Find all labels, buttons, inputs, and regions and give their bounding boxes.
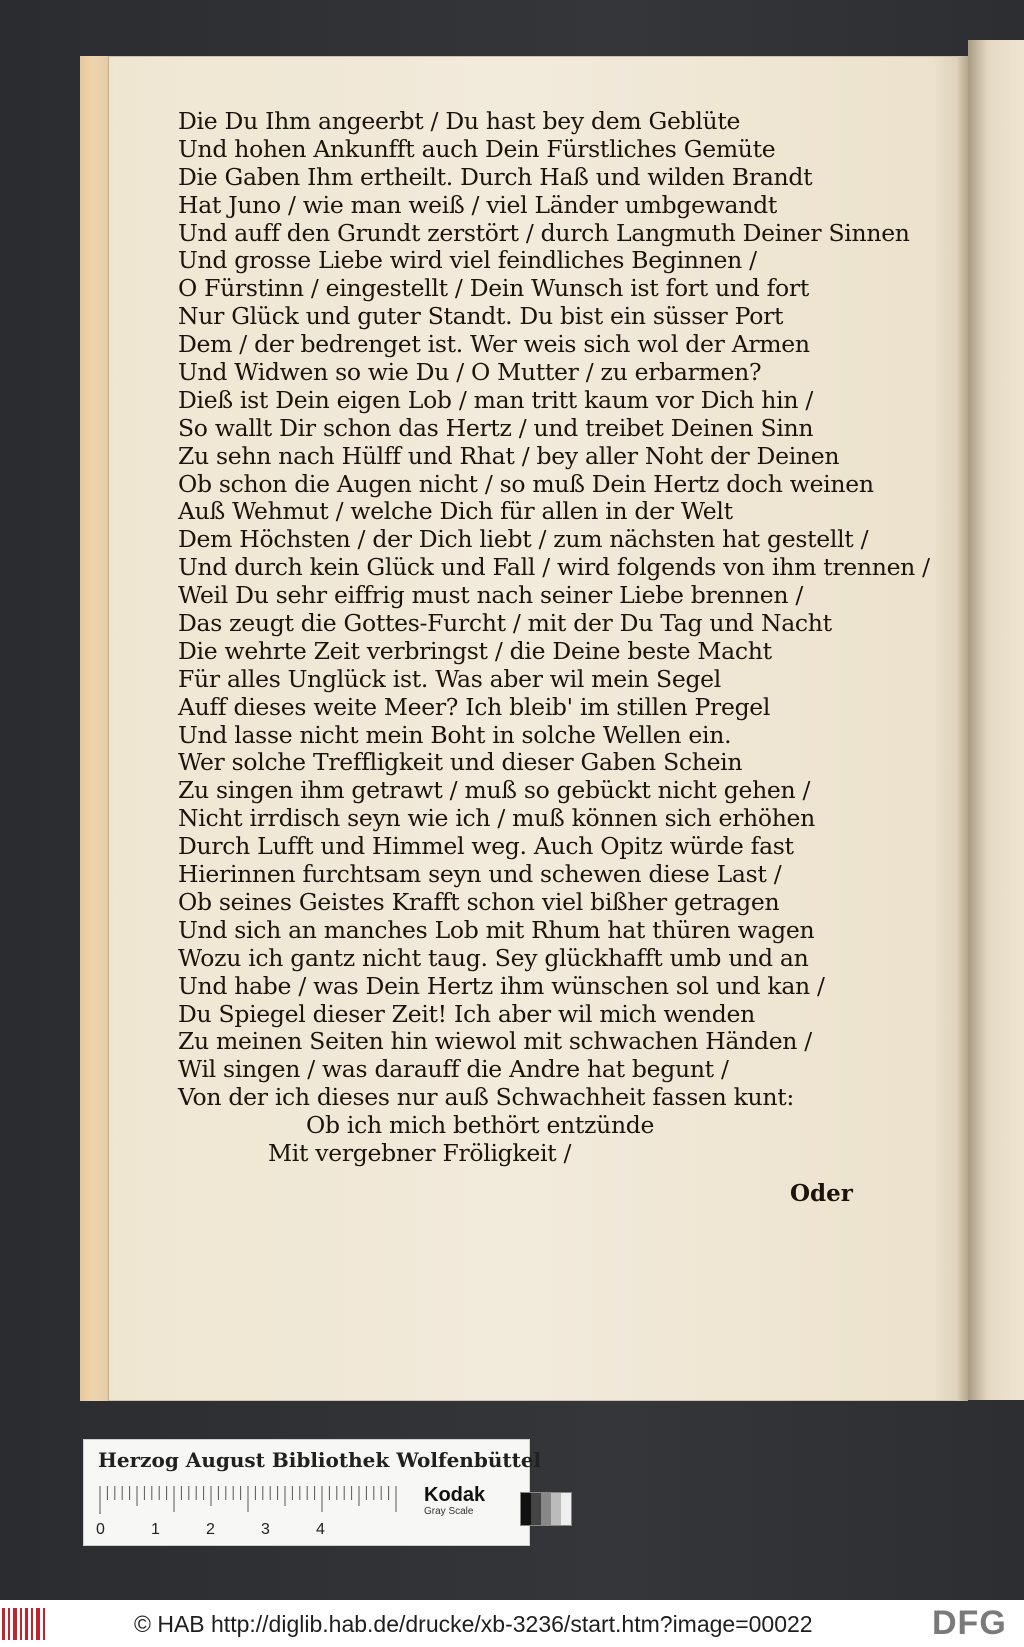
gray-swatches xyxy=(520,1492,572,1526)
text-line: Und auff den Grundt zerstört / durch Langmuth Deiner Sinnen xyxy=(178,218,910,247)
ruler-number: 3 xyxy=(261,1521,270,1538)
ruler-number: 0 xyxy=(96,1521,105,1538)
text-line: Auß Wehmut / welche Dich für allen in der Welt xyxy=(178,497,733,526)
kodak-subtitle: Gray Scale xyxy=(424,1506,474,1517)
text-line: Weil Du sehr eiffrig must nach seiner Liebe brennen / xyxy=(178,581,803,610)
text-line: Die Du Ihm angeerbt / Du hast bey dem Geblüte xyxy=(178,107,741,135)
text-line: Und Widwen so wie Du / O Mutter / zu erbarmen? xyxy=(178,358,762,387)
kodak-gray-scale xyxy=(424,1484,485,1517)
text-line: Und lasse nicht mein Boht in solche Wellen ein. xyxy=(178,720,732,749)
page-left-edge xyxy=(80,56,109,1401)
text-line: Hierinnen furchtsam seyn und schewen diese Last / xyxy=(178,860,782,889)
text-line: Und grosse Liebe wird viel feindliches Beginnen / xyxy=(178,246,757,275)
text-line: Das zeugt die Gottes-Furcht / mit der Du Tag und Nacht xyxy=(178,609,832,638)
text-line: Auff dieses weite Meer? Ich bleib' im stillen Pregel xyxy=(178,692,771,721)
text-line: Ob schon die Augen nicht / so muß Dein Hertz doch weinen xyxy=(178,469,874,498)
text-line-indented: Mit vergebner Fröligkeit / xyxy=(268,1138,572,1167)
poem-text xyxy=(178,107,930,1168)
text-line: Die Gaben Ihm ertheilt. Durch Haß und wilden Brandt xyxy=(178,162,813,191)
text-line: Zu meinen Seiten hin wiewol mit schwachen Händen / xyxy=(178,1027,812,1056)
text-line: Und habe / was Dein Hertz ihm wünschen sol und kan / xyxy=(178,971,825,1000)
text-line: Dieß ist Dein eigen Lob / man tritt kaum vor Dich hin / xyxy=(178,385,813,414)
library-name: Herzog August Bibliothek Wolfenbüttel xyxy=(98,1448,542,1472)
text-line: Und hohen Ankunfft auch Dein Fürstliches Gemüte xyxy=(178,134,776,163)
text-line: Zu singen ihm getrawt / muß so gebückt nicht gehen / xyxy=(178,776,811,805)
text-line: Nur Glück und guter Standt. Du bist ein süsser Port xyxy=(178,302,784,331)
text-line: Wer solche Treffligkeit und dieser Gaben Schein xyxy=(178,748,743,777)
ruler-number: 1 xyxy=(151,1521,160,1538)
text-line: Von der ich dieses nur auß Schwachheit fassen kunt: xyxy=(178,1083,794,1112)
barcode-icon xyxy=(0,1608,50,1640)
ruler-scale xyxy=(98,1484,408,1538)
ruler-number: 4 xyxy=(316,1521,325,1538)
text-line: So wallt Dir schon das Hertz / und treibet Deinen Sinn xyxy=(178,413,814,442)
text-line: Nicht irrdisch seyn wie ich / muß können sich erhöhen xyxy=(178,804,815,833)
text-line: Wil singen / was darauff die Andre hat begunt / xyxy=(178,1055,729,1084)
dfg-logo: DFG xyxy=(932,1604,1007,1642)
text-line: Und sich an manches Lob mit Rhum hat thüren wagen xyxy=(178,915,815,944)
adjacent-page-edge xyxy=(968,40,1024,1400)
text-line: Und durch kein Glück und Fall / wird folgends von ihm trennen / xyxy=(178,553,930,582)
text-line: O Fürstinn / eingestellt / Dein Wunsch ist fort und fort xyxy=(178,274,809,303)
text-line: Dem Höchsten / der Dich liebt / zum nächsten hat gestellt / xyxy=(178,525,869,554)
text-line: Für alles Unglück ist. Was aber wil mein Segel xyxy=(178,664,722,693)
footer-bar xyxy=(0,1600,1024,1647)
catchword: Oder xyxy=(790,1180,853,1207)
text-line: Die wehrte Zeit verbringst / die Deine beste Macht xyxy=(178,636,772,665)
source-link[interactable]: © HAB http://diglib.hab.de/drucke/xb-3236/start.htm?image=00022 xyxy=(134,1611,813,1637)
library-label-card xyxy=(83,1439,542,1546)
page-spine-shadow xyxy=(958,56,968,1401)
kodak-brand: Kodak xyxy=(424,1484,486,1506)
text-line: Wozu ich gantz nicht taug. Sey glückhafft umb und an xyxy=(178,943,809,972)
text-line: Ob seines Geistes Krafft schon viel bißher getragen xyxy=(178,887,780,916)
text-line: Hat Juno / wie man weiß / viel Länder umbgewandt xyxy=(178,190,777,219)
text-line: Dem / der bedrenget ist. Wer weis sich wol der Armen xyxy=(178,330,810,359)
text-line: Durch Lufft und Himmel weg. Auch Opitz würde fast xyxy=(178,832,794,861)
text-line-indented: Ob ich mich bethört entzünde xyxy=(306,1111,655,1140)
text-line: Zu sehn nach Hülff und Rhat / bey aller Noht der Deinen xyxy=(178,441,840,470)
ruler-number: 2 xyxy=(206,1521,215,1538)
text-line: Du Spiegel dieser Zeit! Ich aber wil mich wenden xyxy=(178,999,755,1028)
